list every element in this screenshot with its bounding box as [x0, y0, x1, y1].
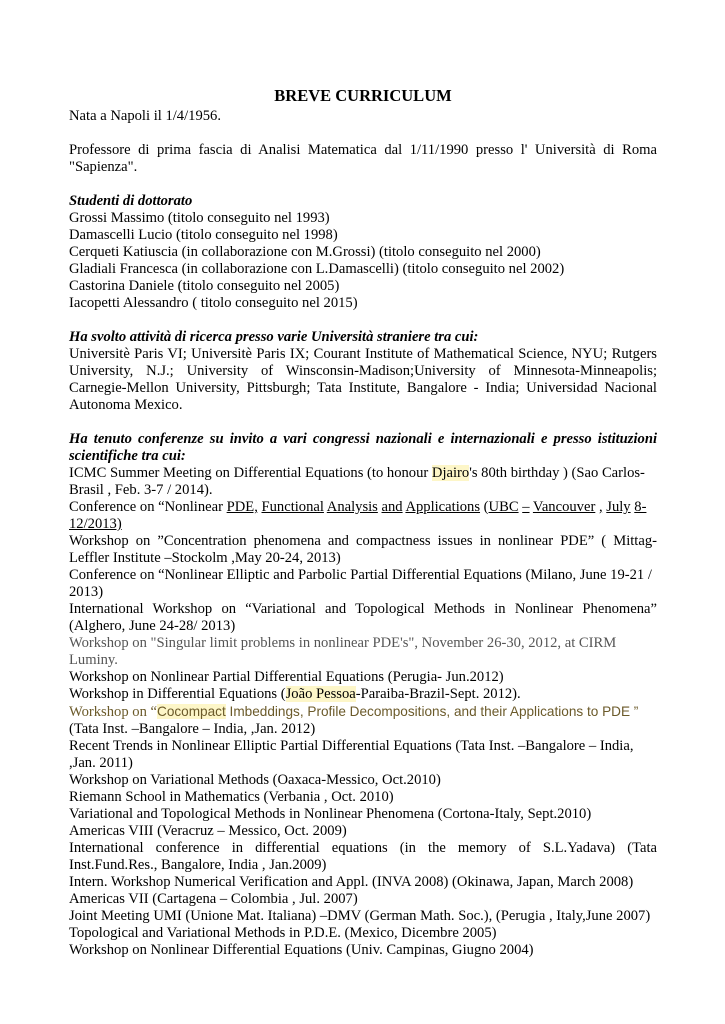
conference-item: ICMC Summer Meeting on Differential Equations (to honour Djairo's 80th birthday ) (Sao Carlos-Brasil , Feb. 3-7 / 2014). [69, 465, 645, 498]
student-item: Iacopetti Alessandro ( titolo conseguito nel 2015) [69, 295, 358, 311]
position-paragraph: Professore di prima fascia di Analisi Matematica dal 1/11/1990 presso l' Università di Roma "Sapienza". [69, 142, 657, 175]
conference-item: Workshop on Nonlinear Differential Equations (Univ. Campinas, Giugno 2004) [69, 942, 534, 958]
conference-item: Joint Meeting UMI (Unione Mat. Italiana) –DMV (German Math. Soc.), (Perugia , Italy,June 2007) [69, 908, 651, 924]
conference-item: Americas VIII (Veracruz – Messico, Oct. 2009) [69, 823, 347, 839]
research-paragraph: Universitè Paris VI; Universitè Paris IX; Courant Institute of Mathematical Science, NYU; Rutgers University, N.J.; University of Winsconsin-Madison;University of Minnesota-Minneapolis; Carnegie-Mellon University, Pittsburgh; Tata Institute, Bangalore - India; Universidad Nacional Autonoma Mexico. [69, 346, 657, 413]
conference-item: Recent Trends in Nonlinear Elliptic Partial Differential Equations (Tata Inst. –Bangalore – India, ,Jan. 2011) [69, 738, 634, 771]
students-heading: Studenti di dottorato [69, 193, 193, 209]
conferences-heading: Ha tenuto conferenze su invito a vari congressi nazionali e internazionali e presso istituzioni scientifiche tra cui: [69, 431, 657, 464]
conference-item: Workshop on Nonlinear Partial Differential Equations (Perugia- Jun.2012) [69, 669, 504, 685]
highlighted-term: Cocompact [157, 704, 226, 719]
conference-item: Workshop in Differential Equations (João Pessoa-Paraiba-Brazil-Sept. 2012). [69, 686, 521, 702]
conference-item: Workshop on Variational Methods (Oaxaca-Messico, Oct.2010) [69, 772, 441, 788]
conference-item: Riemann School in Mathematics (Verbania , Oct. 2010) [69, 789, 394, 805]
conference-item: Conference on “Nonlinear PDE, Functional Analysis and Applications (UBC – Vancouver , July 8-12/2013) [69, 499, 647, 532]
conference-item: International conference in differential equations (in the memory of S.L.Yadava) (Tata Inst.Fund.Res., Bangalore, India , Jan.2009) [69, 840, 657, 873]
highlighted-name: Djairo [431, 465, 470, 481]
student-item: Damascelli Lucio (titolo conseguito nel 1998) [69, 227, 338, 243]
conference-item: Conference on “Nonlinear Elliptic and Parbolic Partial Differential Equations (Milano, June 19-21 / 2013) [69, 567, 652, 600]
student-item: Grossi Massimo (titolo conseguito nel 1993) [69, 210, 330, 226]
conference-item: Workshop on “Cocompact Imbeddings, Profile Decompositions, and their Applications to PDE ” [69, 704, 639, 720]
conference-item: Intern. Workshop Numerical Verification and Appl. (INVA 2008) (Okinawa, Japan, March 2008) [69, 874, 634, 890]
student-item: Gladiali Francesca (in collaborazione con L.Damascelli) (titolo conseguito nel 2002) [69, 261, 565, 277]
document-title: BREVE CURRICULUM [274, 86, 452, 105]
conference-item: Topological and Variational Methods in P.D.E. (Mexico, Dicembre 2005) [69, 925, 497, 941]
document-page [69, 86, 657, 959]
birth-line: Nata a Napoli il 1/4/1956. [69, 108, 221, 124]
student-item: Castorina Daniele (titolo conseguito nel 2005) [69, 278, 340, 294]
highlighted-name: João Pessoa [285, 686, 356, 702]
conference-item: Americas VII (Cartagena – Colombia , Jul. 2007) [69, 891, 358, 907]
conference-item-continued: (Tata Inst. –Bangalore – India, ,Jan. 2012) [69, 721, 316, 737]
conference-item: Workshop on "Singular limit problems in nonlinear PDE's", November 26-30, 2012, at CIRM Luminy. [69, 635, 617, 668]
conference-item: Workshop on ”Concentration phenomena and compactness issues in nonlinear PDE” ( Mittag-Leffler Institute –Stockolm ,May 20-24, 2013) [69, 533, 657, 566]
student-item: Cerqueti Katiuscia (in collaborazione con M.Grossi) (titolo conseguito nel 2000) [69, 244, 541, 260]
research-heading: Ha svolto attività di ricerca presso varie Università straniere tra cui: [69, 329, 479, 345]
conference-item: Variational and Topological Methods in Nonlinear Phenomena (Cortona-Italy, Sept.2010) [69, 806, 592, 822]
conference-item: International Workshop on “Variational and Topological Methods in Nonlinear Phenomena” (Alghero, June 24-28/ 2013) [69, 601, 657, 634]
